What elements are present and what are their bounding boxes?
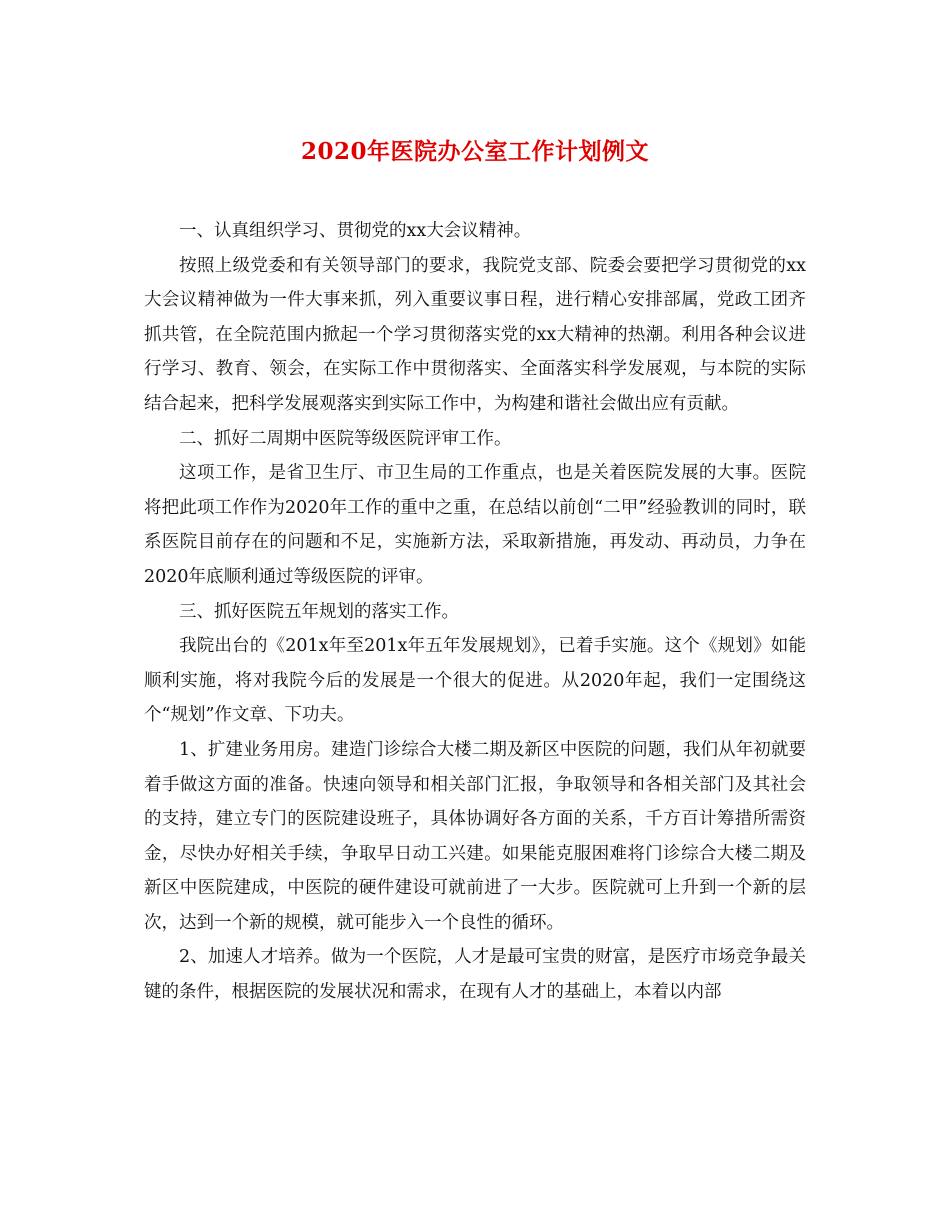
- document-body: [144, 214, 806, 1010]
- paragraph-item-2: 2、加速人才培养。做为一个医院，人才是最可宝贵的财富，是医疗市场竞争最关键的条件，根据医院的发展状况和需求，在现有人才的基础上，本着以内部: [144, 947, 806, 1003]
- paragraph-item-1: 1、扩建业务用房。建造门诊综合大楼二期及新区中医院的问题，我们从年初就要着手做这方面的准备。快速向领导和相关部门汇报，争取领导和各相关部门及其社会的支持，建立专门的医院建设班子，具体协调好各方面的关系，千方百计筹措所需资金，尽快办好相关手续，争取早日动工兴建。如果能克服困难将门诊综合大楼二期及新区中医院建成，中医院的硬件建设可就前进了一大步。医院就可上升到一个新的层次，达到一个新的规模，就可能步入一个良性的循环。: [144, 739, 806, 933]
- paragraph: 我院出台的《201x年至201x年五年发展规划》，已着手实施。这个《规划》如能顺利实施，将对我院今后的发展是一个很大的促进。从2020年起，我们一定围绕这个“规划”作文章、下功夫。: [144, 636, 806, 726]
- paragraph: 按照上级党委和有关领导部门的要求，我院党支部、院委会要把学习贯彻党的xx大会议精神做为一件大事来抓，列入重要议事日程，进行精心安排部属，党政工团齐抓共管，在全院范围内掀起一个学习贯彻落实党的xx大精神的热潮。利用各种会议进行学习、教育、领会，在实际工作中贯彻落实、全面落实科学发展观，与本院的实际结合起来，把科学发展观落实到实际工作中，为构建和谐社会做出应有贡献。: [144, 255, 806, 414]
- document-title: 2020年医院办公室工作计划例文: [300, 138, 649, 165]
- paragraph: 这项工作，是省卫生厅、市卫生局的工作重点，也是关着医院发展的大事。医院将把此项工作作为2020年工作的重中之重，在总结以前创“二甲”经验教训的同时，联系医院目前存在的问题和不足，实施新方法，采取新措施，再发动、再动员，力争在2020年底顺利通过等级医院的评审。: [144, 463, 806, 587]
- paragraph-heading-2: 二、抓好二周期中医院等级医院评审工作。: [179, 428, 512, 449]
- paragraph-heading-3: 三、抓好医院五年规划的落实工作。: [179, 601, 459, 622]
- paragraph-heading-1: 一、认真组织学习、贯彻党的xx大会议精神。: [179, 221, 532, 241]
